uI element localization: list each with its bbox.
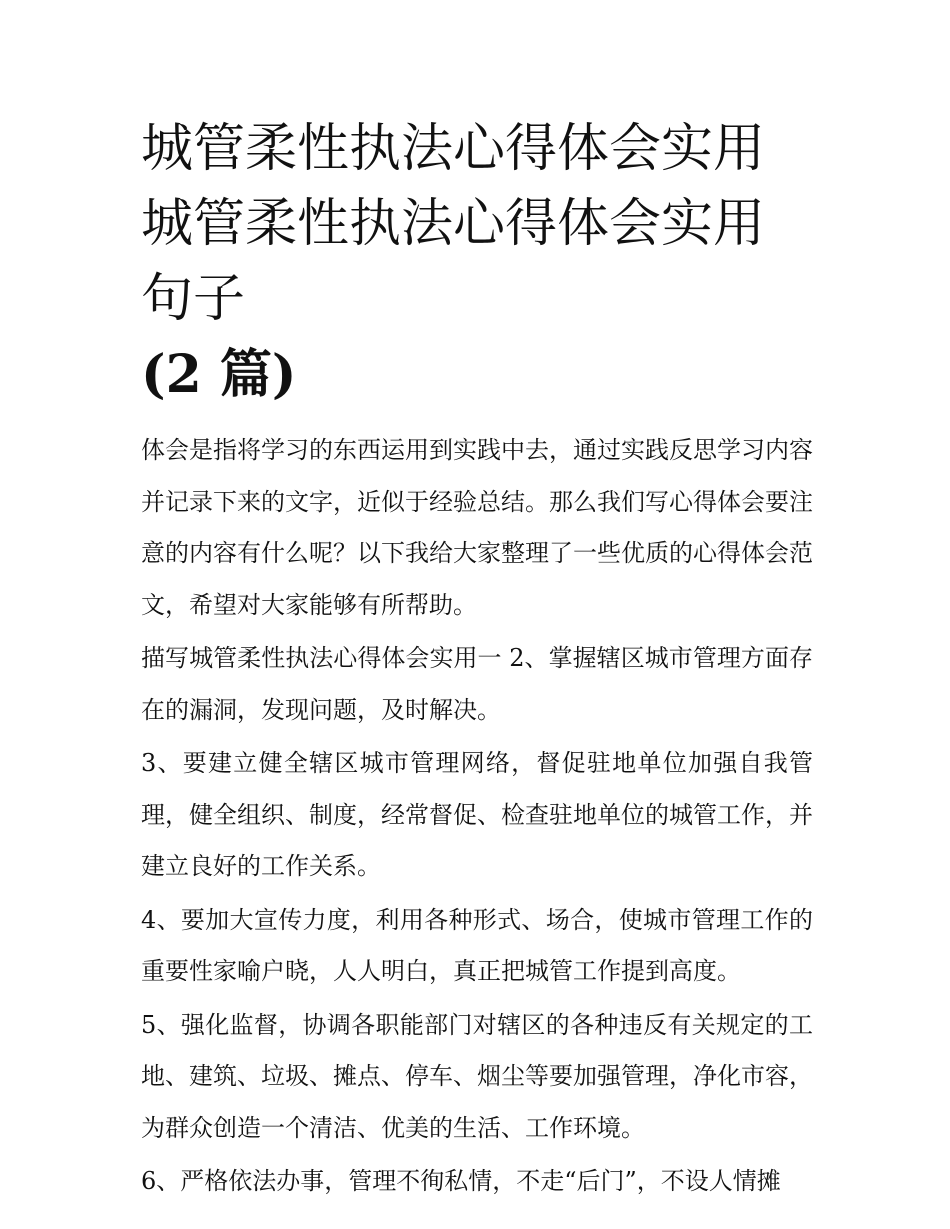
paragraph-item-6: 6、严格依法办事，管理不徇私情，不走“后门”，不设人情摊 [141,1167,781,1195]
document-title-text: 城管柔性执法心得体会实用 城管柔性执法心得体会实用句子 [141,119,766,329]
document-content [141,112,813,1210]
paragraph-item-3: 3、要建立健全辖区城市管理网络，督促驻地单位加强自我管理，健全组织、制度，经常督促、检查驻地单位的城管工作，并建立良好的工作关系。 [141,749,813,880]
paragraph-item-4: 4、要加大宣传力度，利用各种形式、场合，使城市管理工作的重要性家喻户晓，人人明白，真正把城管工作提到高度。 [141,905,813,985]
paragraph-item-2: 描写城管柔性执法心得体会实用一 2、掌握辖区城市管理方面存在的漏洞，发现问题，及时解决。 [141,644,813,724]
paragraph-item-5: 5、强化监督，协调各职能部门对辖区的各种违反有关规定的工地、建筑、垃圾、摊点、停车、烟尘等要加强管理，净化市容，为群众创造一个清洁、优美的生活、工作环境。 [141,1010,813,1142]
document-title [141,112,813,413]
document-title-count: (2 篇) [141,344,297,405]
document-body [141,425,813,1208]
paragraph-intro: 体会是指将学习的东西运用到实践中去，通过实践反思学习内容并记录下来的文字，近似于经验总结。那么我们写心得体会要注意的内容有什么呢？以下我给大家整理了一些优质的心得体会范文，希望对大家能够有所帮助。 [141,436,813,619]
